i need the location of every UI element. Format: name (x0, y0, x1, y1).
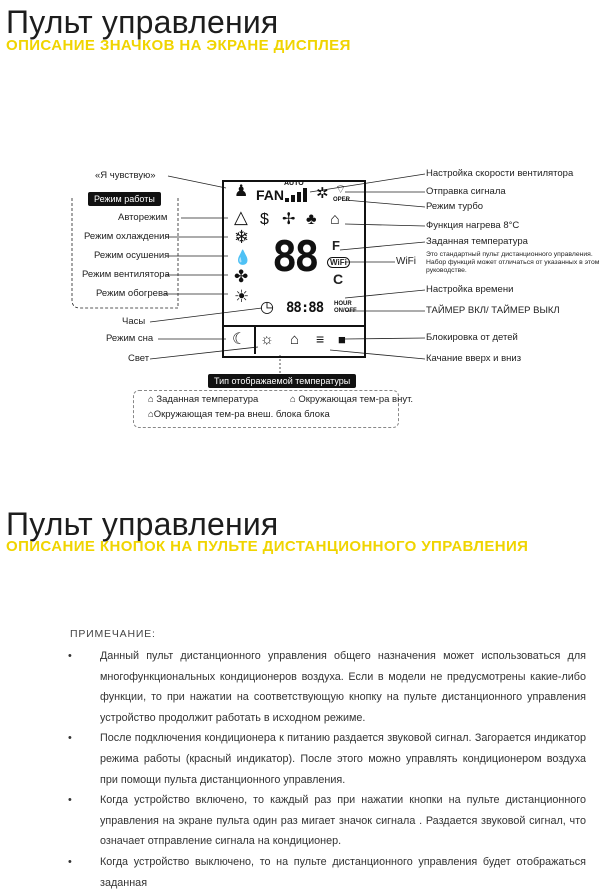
i-feel-icon: ♟ (234, 183, 249, 200)
clock-icon: ◷ (260, 299, 274, 316)
lcd-divider-horizontal (222, 325, 364, 327)
lcd-unit-c: C (333, 271, 344, 287)
label-clock: Часы (122, 316, 146, 327)
lcd-unit-f: F (332, 238, 340, 253)
lcd-time-digits: 88:88 (286, 300, 324, 316)
notes-list (66, 646, 586, 893)
tree-icon: ♣ (306, 211, 317, 228)
house-outdoor-icon: ⌂ (148, 409, 154, 420)
label-fan-mode: Режим вентилятора (82, 269, 170, 280)
fan-blade-icon: ✢ (282, 211, 296, 228)
label-swing: Качание вверх и вниз (426, 353, 522, 364)
auto-mode-icon: △ (234, 207, 248, 227)
section-subtitle: ОПИСАНИЕ ЗНАЧКОВ НА ЭКРАНЕ ДИСПЛЕЯ (6, 37, 351, 54)
signal-icon: ⌔ (335, 182, 347, 196)
legend-outdoor: ⌂Окружающая тем-ра внеш. блока блока (148, 409, 330, 420)
page-title-2: Пульт управления (6, 506, 279, 542)
house-icon: ⌂ (148, 394, 154, 405)
list-item: • Данный пульт дистанционного управления общего назначения может использоваться для многофункциональных кондиционеров воздуха. Если в модели не предусмотрены какие-либо функции, то при нажатии на соответствующую кнопку на пульте дистанционного управления устройство продолжит работать в исходном режиме. (68, 650, 586, 724)
lcd-set-temperature: 88 (272, 232, 317, 281)
page-title: Пульт управления (6, 4, 279, 40)
list-item: • Когда устройство включено, то каждый раз при нажатии кнопки на пульте дистанционного управления на экране пульта один раз мигает значок сигнала . Раздается звуковой сигнал, что означает отправление сигнала на кондиционер. (68, 794, 586, 848)
lcd-divider-vertical (254, 325, 256, 354)
lcd-auto-text: AUTO (284, 180, 304, 187)
list-item: • Когда устройство выключено, то на пульте дистанционного управления будет отображаться заданная (68, 855, 586, 889)
fan-mode-icon: ✤ (234, 267, 249, 286)
label-dry-mode: Режим осушения (94, 250, 170, 261)
label-child-lock: Блокировка от детей (426, 332, 518, 343)
label-cool-mode: Режим охлаждения (84, 231, 170, 242)
temperature-type-icon: ⌂ (290, 331, 300, 348)
label-signal: Отправка сигнала (426, 186, 506, 197)
lcd-diagram (0, 150, 600, 430)
lcd-oper-text: OPER (333, 197, 351, 203)
child-lock-icon: ■ (338, 332, 346, 347)
label-sleep-mode: Режим сна (106, 333, 154, 344)
lcd-fan-text: FAN (256, 187, 284, 203)
economy-icon: $ (260, 211, 269, 228)
house-indoor-icon: ⌂ (290, 394, 296, 405)
note-title: ПРИМЕЧАНИЕ: (70, 628, 156, 640)
wifi-note: Это стандартный пульт дистанционного управления. Набор функций может отличаться от указанных в этом руководстве. (426, 251, 600, 274)
fan-speed-icon (285, 188, 313, 202)
label-i-feel: «Я чувствую» (95, 170, 156, 181)
legend-indoor: ⌂ Окружающая тем-ра внут. (290, 394, 414, 405)
label-fan-speed: Настройка скорости вентилятора (426, 168, 574, 179)
section-subtitle-2: ОПИСАНИЕ КНОПОК НА ПУЛЬТЕ ДИСТАНЦИОННОГО УПРАВЛЕНИЯ (6, 538, 529, 555)
swing-icon: ≡ (316, 331, 325, 347)
turbo-icon: ✲ (316, 185, 329, 202)
label-set-temp: Заданная температура (426, 236, 528, 247)
cool-mode-icon: ❄ (234, 227, 250, 247)
heat-8-icon: ⌂ (330, 211, 340, 228)
label-light: Свет (128, 353, 150, 364)
label-wifi: WiFi (396, 256, 416, 267)
label-heat-mode: Режим обогрева (96, 288, 169, 299)
label-mode-header: Режим работы (88, 192, 161, 206)
lcd-wifi-icon: WiFi (327, 257, 350, 268)
list-item: • После подключения кондиционера к питанию раздается звуковой сигнал. Загорается индикатор режима работы (красный индикатор). После этого можно управлять кондиционером воздуха при помощи пульта дистанционного управления. (68, 732, 586, 786)
sleep-icon: ☾ (232, 331, 247, 348)
label-turbo: Режим турбо (426, 201, 484, 212)
heat-mode-icon: ☀ (234, 287, 250, 306)
legend-set-temp: ⌂ Заданная температура (148, 394, 259, 405)
dry-mode-icon: 💧 (234, 249, 252, 265)
lcd-hour-text: HOUR (334, 301, 352, 307)
label-timer: ТАЙМЕР ВКЛ/ ТАЙМЕР ВЫКЛ (426, 305, 560, 316)
legend-header: Тип отображаемой температуры (208, 374, 356, 388)
label-auto-mode: Авторежим (118, 212, 168, 223)
label-heat-8: Функция нагрева 8°C (426, 220, 520, 231)
lcd-onoff-text: ON/OFF (334, 308, 357, 314)
light-icon: ☼ (260, 331, 274, 348)
label-time-setting: Настройка времени (426, 284, 514, 295)
